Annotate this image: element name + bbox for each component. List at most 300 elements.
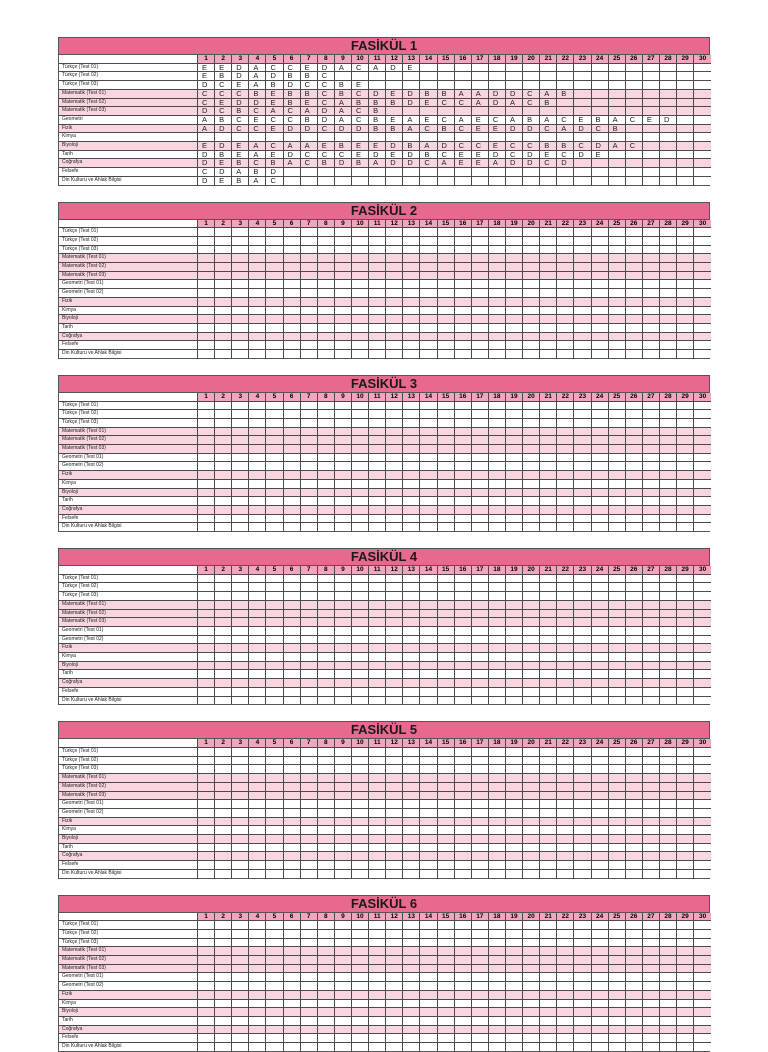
answer-cell: A xyxy=(249,142,266,151)
answer-cell xyxy=(488,687,505,696)
answer-cell xyxy=(198,445,215,454)
answer-cell xyxy=(198,635,215,644)
question-number: 6 xyxy=(283,739,300,747)
answer-cell xyxy=(642,826,659,835)
answer-cell xyxy=(369,661,386,670)
answer-cell xyxy=(557,990,574,999)
subject-row xyxy=(59,98,711,107)
question-number: 18 xyxy=(488,55,505,63)
answer-cell xyxy=(694,817,711,826)
answer-cell xyxy=(283,306,300,315)
answer-cell xyxy=(488,1025,505,1034)
answer-cell: B xyxy=(300,89,317,98)
answer-cell xyxy=(386,947,403,956)
answer-cell xyxy=(334,471,351,480)
answer-cell xyxy=(420,271,437,280)
answer-cell: B xyxy=(351,159,368,168)
answer-cell xyxy=(232,852,249,861)
answer-cell xyxy=(300,929,317,938)
answer-cell xyxy=(232,523,249,531)
answer-cell xyxy=(420,982,437,991)
subject-label: Matematik (Test 02) xyxy=(59,98,198,107)
answer-cell xyxy=(334,445,351,454)
answer-cell xyxy=(249,609,266,618)
answer-cell: D xyxy=(488,89,505,98)
subject-label: Türkçe (Test 03) xyxy=(59,938,198,947)
answer-cell xyxy=(198,410,215,419)
subject-label: Türkçe (Test 02) xyxy=(59,929,198,938)
answer-cell: B xyxy=(557,89,574,98)
answer-cell xyxy=(677,817,694,826)
answer-cell xyxy=(351,774,368,783)
answer-cell xyxy=(591,600,608,609)
answer-cell xyxy=(540,341,557,350)
answer-cell xyxy=(523,800,540,809)
answer-cell xyxy=(351,999,368,1008)
answer-cell xyxy=(283,1008,300,1017)
answer-cell xyxy=(540,228,557,237)
answer-cell xyxy=(283,1025,300,1034)
answer-cell xyxy=(232,297,249,306)
answer-cell xyxy=(317,592,334,601)
answer-cell xyxy=(334,748,351,757)
question-number: 6 xyxy=(283,566,300,574)
answer-cell xyxy=(351,852,368,861)
answer-cell xyxy=(403,81,420,90)
answer-cell xyxy=(454,861,471,870)
answer-cell: E xyxy=(232,142,249,151)
answer-cell xyxy=(505,626,522,635)
answer-cell xyxy=(523,826,540,835)
answer-cell xyxy=(300,921,317,930)
subject-label: Geometri (Test 02) xyxy=(59,462,198,471)
answer-cell xyxy=(540,661,557,670)
answer-cell: E xyxy=(420,98,437,107)
answer-cell xyxy=(677,124,694,133)
answer-cell xyxy=(454,748,471,757)
answer-cell xyxy=(334,72,351,81)
answer-cell xyxy=(232,635,249,644)
answer-cell xyxy=(488,852,505,861)
answer-cell xyxy=(608,341,625,350)
answer-cell xyxy=(334,245,351,254)
answer-cell xyxy=(625,835,642,844)
answer-cell xyxy=(625,445,642,454)
answer-cell xyxy=(283,618,300,627)
subject-row xyxy=(59,150,711,159)
answer-cell xyxy=(334,462,351,471)
answer-cell xyxy=(437,843,454,852)
subject-row xyxy=(59,445,711,454)
subject-label: Geometri (Test 01) xyxy=(59,973,198,982)
answer-cell xyxy=(420,1034,437,1043)
answer-cell xyxy=(198,869,215,877)
answer-cell xyxy=(232,427,249,436)
answer-cell xyxy=(659,748,676,757)
answer-cell xyxy=(454,471,471,480)
answer-cell xyxy=(625,990,642,999)
answer-cell xyxy=(488,462,505,471)
answer-cell xyxy=(505,808,522,817)
answer-cell xyxy=(540,176,557,184)
answer-cell xyxy=(540,479,557,488)
answer-cell xyxy=(659,1025,676,1034)
answer-cell xyxy=(574,774,591,783)
answer-cell xyxy=(642,297,659,306)
answer-cell xyxy=(540,921,557,930)
answer-cell xyxy=(677,254,694,263)
answer-cell xyxy=(317,401,334,410)
answer-cell xyxy=(540,843,557,852)
answer-cell xyxy=(625,280,642,289)
answer-cell xyxy=(471,1034,488,1043)
answer-cell xyxy=(677,280,694,289)
answer-cell xyxy=(574,1043,591,1051)
answer-cell xyxy=(369,791,386,800)
answer-cell xyxy=(437,245,454,254)
answer-cell xyxy=(249,574,266,583)
answer-cell xyxy=(557,592,574,601)
answer-cell xyxy=(557,323,574,332)
answer-cell xyxy=(505,852,522,861)
answer-cell xyxy=(625,254,642,263)
answer-cell: E xyxy=(198,142,215,151)
answer-cell xyxy=(198,133,215,142)
answer-cell xyxy=(420,999,437,1008)
question-number: 5 xyxy=(266,393,283,401)
answer-cell xyxy=(283,609,300,618)
answer-cell xyxy=(454,1034,471,1043)
answer-cell xyxy=(249,523,266,531)
answer-cell xyxy=(403,696,420,704)
answer-cell xyxy=(403,808,420,817)
answer-cell xyxy=(608,600,625,609)
subject-row xyxy=(59,774,711,783)
answer-cell xyxy=(215,921,232,930)
answer-cell xyxy=(300,479,317,488)
answer-cell xyxy=(420,176,437,184)
answer-cell xyxy=(471,653,488,662)
answer-cell xyxy=(591,479,608,488)
answer-cell xyxy=(625,1034,642,1043)
answer-cell xyxy=(471,350,488,358)
answer-cell xyxy=(659,497,676,506)
question-number: 13 xyxy=(403,55,420,63)
answer-cell xyxy=(557,687,574,696)
answer-cell xyxy=(642,964,659,973)
fasikul-title: FASİKÜL 3 xyxy=(59,376,709,393)
question-number: 29 xyxy=(677,393,694,401)
answer-cell xyxy=(437,765,454,774)
answer-cell xyxy=(232,679,249,688)
question-number: 10 xyxy=(351,55,368,63)
answer-cell xyxy=(437,289,454,298)
answer-cell xyxy=(471,280,488,289)
answer-cell: E xyxy=(198,72,215,81)
answer-cell: D xyxy=(523,124,540,133)
answer-cell xyxy=(471,687,488,696)
answer-cell xyxy=(386,176,403,184)
answer-cell xyxy=(249,808,266,817)
answer-cell xyxy=(249,583,266,592)
answer-cell xyxy=(694,687,711,696)
question-number: 5 xyxy=(266,566,283,574)
question-number: 11 xyxy=(369,566,386,574)
answer-cell xyxy=(386,72,403,81)
answer-cell xyxy=(215,592,232,601)
answer-cell xyxy=(505,999,522,1008)
answer-cell xyxy=(300,982,317,991)
answer-cell xyxy=(540,81,557,90)
answer-cell xyxy=(198,297,215,306)
answer-cell: A xyxy=(608,142,625,151)
answer-cell xyxy=(317,826,334,835)
answer-cell xyxy=(659,98,676,107)
answer-cell xyxy=(386,236,403,245)
answer-cell xyxy=(232,947,249,956)
answer-cell xyxy=(317,670,334,679)
answer-cell xyxy=(266,427,283,436)
answer-cell xyxy=(317,635,334,644)
answer-cell xyxy=(300,990,317,999)
answer-cell xyxy=(557,938,574,947)
answer-cell xyxy=(403,618,420,627)
answer-cell xyxy=(523,626,540,635)
answer-cell xyxy=(334,869,351,877)
subject-label: Coğrafya xyxy=(59,332,198,341)
answer-cell xyxy=(334,938,351,947)
answer-cell xyxy=(608,280,625,289)
subject-row xyxy=(59,1025,711,1034)
answer-cell xyxy=(437,600,454,609)
answer-cell xyxy=(523,756,540,765)
answer-cell xyxy=(625,401,642,410)
question-number: 24 xyxy=(591,220,608,228)
answer-cell xyxy=(694,176,711,184)
answer-cell xyxy=(694,826,711,835)
answer-cell xyxy=(266,280,283,289)
question-number: 15 xyxy=(437,566,454,574)
answer-cell xyxy=(215,297,232,306)
question-number: 4 xyxy=(249,55,266,63)
answer-cell xyxy=(591,973,608,982)
answer-cell xyxy=(625,410,642,419)
answer-cell xyxy=(283,228,300,237)
answer-cell xyxy=(300,228,317,237)
answer-cell: A xyxy=(369,159,386,168)
question-number: 22 xyxy=(557,393,574,401)
answer-cell xyxy=(523,869,540,877)
answer-cell xyxy=(386,929,403,938)
answer-cell xyxy=(694,98,711,107)
question-number: 11 xyxy=(369,393,386,401)
answer-cell xyxy=(454,289,471,298)
answer-cell xyxy=(471,323,488,332)
answer-cell xyxy=(437,418,454,427)
answer-cell xyxy=(625,124,642,133)
answer-cell xyxy=(266,315,283,324)
answer-cell xyxy=(642,782,659,791)
answer-cell xyxy=(300,964,317,973)
answer-cell xyxy=(454,592,471,601)
answer-cell xyxy=(642,756,659,765)
answer-cell xyxy=(625,159,642,168)
answer-cell xyxy=(557,107,574,116)
answer-cell xyxy=(642,332,659,341)
answer-cell xyxy=(608,592,625,601)
answer-cell xyxy=(608,583,625,592)
answer-cell xyxy=(471,999,488,1008)
answer-cell xyxy=(386,826,403,835)
answer-cell xyxy=(488,289,505,298)
answer-cell xyxy=(420,1025,437,1034)
answer-cell xyxy=(608,999,625,1008)
answer-cell xyxy=(471,81,488,90)
answer-cell xyxy=(317,1043,334,1051)
answer-cell xyxy=(283,263,300,272)
answer-cell xyxy=(198,782,215,791)
question-number: 22 xyxy=(557,913,574,921)
answer-cell xyxy=(505,523,522,531)
answer-cell xyxy=(591,1008,608,1017)
answer-cell xyxy=(215,782,232,791)
answer-cell xyxy=(608,445,625,454)
answer-cell xyxy=(505,332,522,341)
answer-cell xyxy=(471,973,488,982)
answer-cell xyxy=(488,271,505,280)
question-number: 14 xyxy=(420,393,437,401)
answer-cell xyxy=(351,297,368,306)
subject-row xyxy=(59,817,711,826)
answer-cell xyxy=(659,843,676,852)
answer-cell xyxy=(215,687,232,696)
answer-cell xyxy=(471,869,488,877)
answer-cell: A xyxy=(249,176,266,184)
answer-cell xyxy=(557,852,574,861)
answer-cell xyxy=(540,679,557,688)
answer-cell xyxy=(557,236,574,245)
answer-cell xyxy=(249,956,266,965)
answer-cell xyxy=(198,600,215,609)
answer-cell xyxy=(557,271,574,280)
answer-cell xyxy=(215,574,232,583)
answer-cell xyxy=(642,445,659,454)
answer-cell: C xyxy=(232,115,249,124)
answer-cell xyxy=(198,843,215,852)
answer-cell xyxy=(625,228,642,237)
answer-cell xyxy=(403,973,420,982)
answer-cell xyxy=(437,445,454,454)
answer-cell xyxy=(437,453,454,462)
answer-cell xyxy=(659,168,676,177)
answer-cell xyxy=(232,479,249,488)
answer-cell xyxy=(334,228,351,237)
subject-row xyxy=(59,921,711,930)
answer-cell xyxy=(677,600,694,609)
subject-label: Din Kulturu ve Ahlak Bilgisi xyxy=(59,176,198,184)
answer-cell xyxy=(591,999,608,1008)
answer-cell xyxy=(574,929,591,938)
answer-cell xyxy=(215,514,232,523)
answer-cell xyxy=(505,661,522,670)
answer-cell xyxy=(574,626,591,635)
answer-cell xyxy=(215,808,232,817)
answer-cell xyxy=(625,843,642,852)
answer-cell xyxy=(198,1008,215,1017)
subject-row xyxy=(59,514,711,523)
answer-cell xyxy=(540,929,557,938)
answer-cell xyxy=(334,592,351,601)
answer-cell: E xyxy=(266,150,283,159)
answer-cell xyxy=(505,1043,522,1051)
answer-cell xyxy=(198,938,215,947)
subject-label: Tarih xyxy=(59,1016,198,1025)
answer-cell xyxy=(403,1025,420,1034)
subject-row xyxy=(59,505,711,514)
answer-cell xyxy=(317,843,334,852)
answer-cell xyxy=(505,263,522,272)
answer-cell xyxy=(249,133,266,142)
answer-cell xyxy=(334,263,351,272)
answer-cell xyxy=(351,791,368,800)
answer-cell: E xyxy=(300,63,317,72)
answer-cell xyxy=(454,332,471,341)
answer-cell xyxy=(403,168,420,177)
answer-cell xyxy=(420,323,437,332)
answer-cell xyxy=(642,471,659,480)
answer-cell xyxy=(437,583,454,592)
answer-cell xyxy=(437,869,454,877)
answer-cell xyxy=(266,626,283,635)
answer-cell xyxy=(437,574,454,583)
answer-cell xyxy=(420,670,437,679)
answer-cell xyxy=(232,999,249,1008)
answer-cell xyxy=(215,289,232,298)
question-number: 23 xyxy=(574,913,591,921)
answer-cell xyxy=(317,263,334,272)
answer-cell xyxy=(591,653,608,662)
answer-cell xyxy=(574,670,591,679)
answer-cell: B xyxy=(591,115,608,124)
answer-cell: C xyxy=(232,124,249,133)
answer-cell xyxy=(334,990,351,999)
answer-cell xyxy=(608,297,625,306)
answer-cell xyxy=(266,748,283,757)
answer-cell: B xyxy=(386,98,403,107)
answer-cell xyxy=(471,765,488,774)
answer-cell xyxy=(677,497,694,506)
answer-cell xyxy=(608,808,625,817)
answer-cell xyxy=(540,462,557,471)
answer-cell xyxy=(694,142,711,151)
question-number: 19 xyxy=(505,393,522,401)
question-number: 27 xyxy=(642,393,659,401)
answer-cell xyxy=(694,332,711,341)
answer-cell xyxy=(198,332,215,341)
answer-cell xyxy=(300,514,317,523)
answer-cell xyxy=(215,600,232,609)
answer-cell xyxy=(420,956,437,965)
answer-cell xyxy=(369,626,386,635)
answer-cell xyxy=(215,990,232,999)
answer-cell xyxy=(403,661,420,670)
answer-cell xyxy=(625,609,642,618)
subject-row xyxy=(59,436,711,445)
answer-cell xyxy=(557,973,574,982)
answer-cell xyxy=(625,947,642,956)
answer-cell xyxy=(369,817,386,826)
answer-cell xyxy=(283,670,300,679)
